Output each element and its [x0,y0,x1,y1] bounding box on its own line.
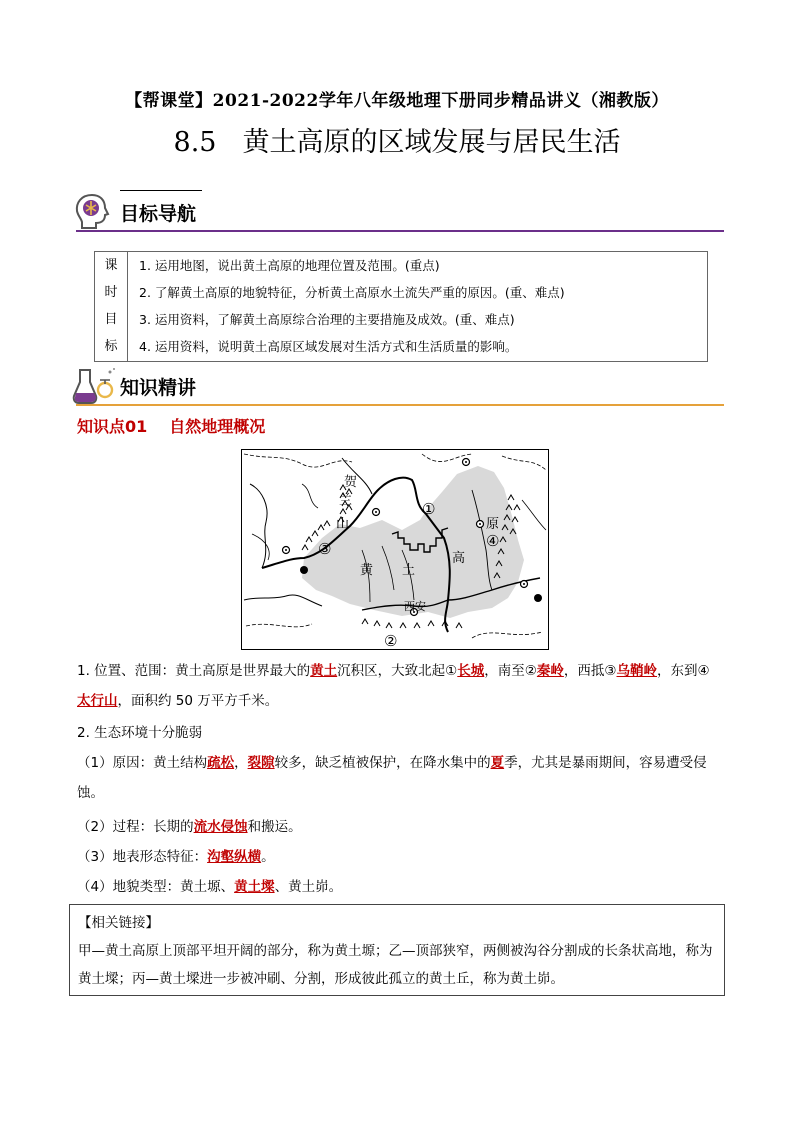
goals-side-column [95,252,128,361]
text-run: 和搬运。 [247,819,302,835]
knowledge-point-title [77,414,265,437]
map-marker-1: ① [422,500,436,518]
goals-table [94,251,708,362]
river-west [250,484,267,568]
map-canvas [242,450,547,648]
goals-side-char: 课 [104,258,118,273]
keyword: 疏松 [207,755,235,771]
map-label-gao: 高 [452,551,466,566]
knowledge-point-code: 知识点01 [77,417,148,436]
loess-plateau-map [241,449,549,650]
keyword: 夏 [490,755,505,771]
keyword: 沟壑纵横 [207,849,262,865]
map-marker-4: ④ [486,532,500,550]
paragraph-ecology: 2. 生态环境十分脆弱 [77,725,203,741]
map-label-he: 贺 [344,475,358,490]
goals-list [139,252,703,360]
related-link-box [69,904,725,996]
flask-icon [72,366,116,406]
section-knowledge-label: 知识精讲 [120,377,197,399]
text-run: ， [234,755,248,771]
paragraph-types [77,872,722,902]
keyword: 黄土墚 [234,879,275,895]
text-run: 季，尤其是暴雨期间，容易遭受侵蚀。 [77,755,707,801]
map-label-lan: 兰 [339,493,353,508]
map-marker-3: ③ [318,540,332,558]
goals-side-char: 时 [104,285,118,300]
river-southwest [244,595,322,606]
section-goals-rule [76,230,724,232]
text-run: （1）原因：黄土结构 [77,755,208,771]
paragraph-landform [77,842,722,872]
document-header: 【帮课堂】2021-2022学年八年级地理下册同步精品讲义（湘教版） [125,91,669,111]
section-goals-heading [72,190,724,232]
lesson-title [0,120,794,159]
goals-side-char: 标 [104,339,118,354]
goal-item: 3. 运用资料，了解黄土高原综合治理的主要措施及成效。(重、难点) [139,312,515,327]
text-run: （4）地貌类型：黄土塬、 [77,879,235,895]
brain-icon [72,192,112,230]
map-label-huang: 黄 [360,563,374,578]
paragraph-cause [77,748,722,808]
text-run: ，东到④ [657,663,710,679]
text-run: （2）过程：长期的 [77,819,194,835]
lesson-number: 8.5 [173,127,217,158]
text-run: ，南至② [484,663,537,679]
text-run: 1. 位置、范围：黄土高原是世界最大的 [77,663,311,679]
knowledge-point-name: 自然地理概况 [169,417,266,436]
keyword: 乌鞘岭 [616,663,657,679]
related-link-title: 【相关链接】 [78,915,159,931]
map-label-xian: 西安 [404,600,426,613]
heading-decoration [120,190,202,191]
text-run: 沉积区，大致北起① [337,663,458,679]
map-label-shan: 山 [336,517,350,532]
lesson-title-text: 黄土高原的区域发展与居民生活 [242,127,621,158]
map-label-yuan: 原 [486,517,500,532]
keyword: 长城 [457,663,485,679]
keyword: 流水侵蚀 [193,819,248,835]
text-run: 。 [261,849,275,865]
text-run: 较多，缺乏植被保护，在降水集中的 [274,755,491,771]
goal-item: 4. 运用资料，说明黄土高原区域发展对生活方式和生活质量的影响。 [139,339,518,354]
map-marker-2: ② [384,632,398,648]
text-run: （3）地表形态特征： [77,849,208,865]
keyword: 裂隙 [247,755,275,771]
goal-item: 1. 运用地图，说出黄土高原的地理位置及范围。(重点) [139,258,440,273]
map-label-tu: 土 [402,563,416,578]
text-run: 、黄土峁。 [274,879,343,895]
section-goals-label: 目标导航 [120,203,197,225]
text-run: ，面积约 50 万平方千米。 [117,693,279,709]
keyword: 黄土 [310,663,338,679]
related-link-body: 甲—黄土高原上顶部平坦开阔的部分，称为黄土塬；乙—顶部狭窄，两侧被沟谷分割成的长条状高地，称为黄土墚；丙—黄土墚进一步被冲刷、分割，形成彼此孤立的黄土丘，称为黄土峁。 [78,943,713,987]
goals-side-char: 目 [104,312,118,327]
paragraph-process [77,812,722,842]
paragraph-location [77,656,722,716]
section-knowledge-rule [76,404,724,406]
keyword: 太行山 [77,693,118,709]
goal-item: 2. 了解黄土高原的地貌特征，分析黄土高原水土流失严重的原因。(重、难点) [139,285,565,300]
text-run: ，西抵③ [563,663,617,679]
section-knowledge-heading [72,364,724,406]
keyword: 秦岭 [536,663,564,679]
